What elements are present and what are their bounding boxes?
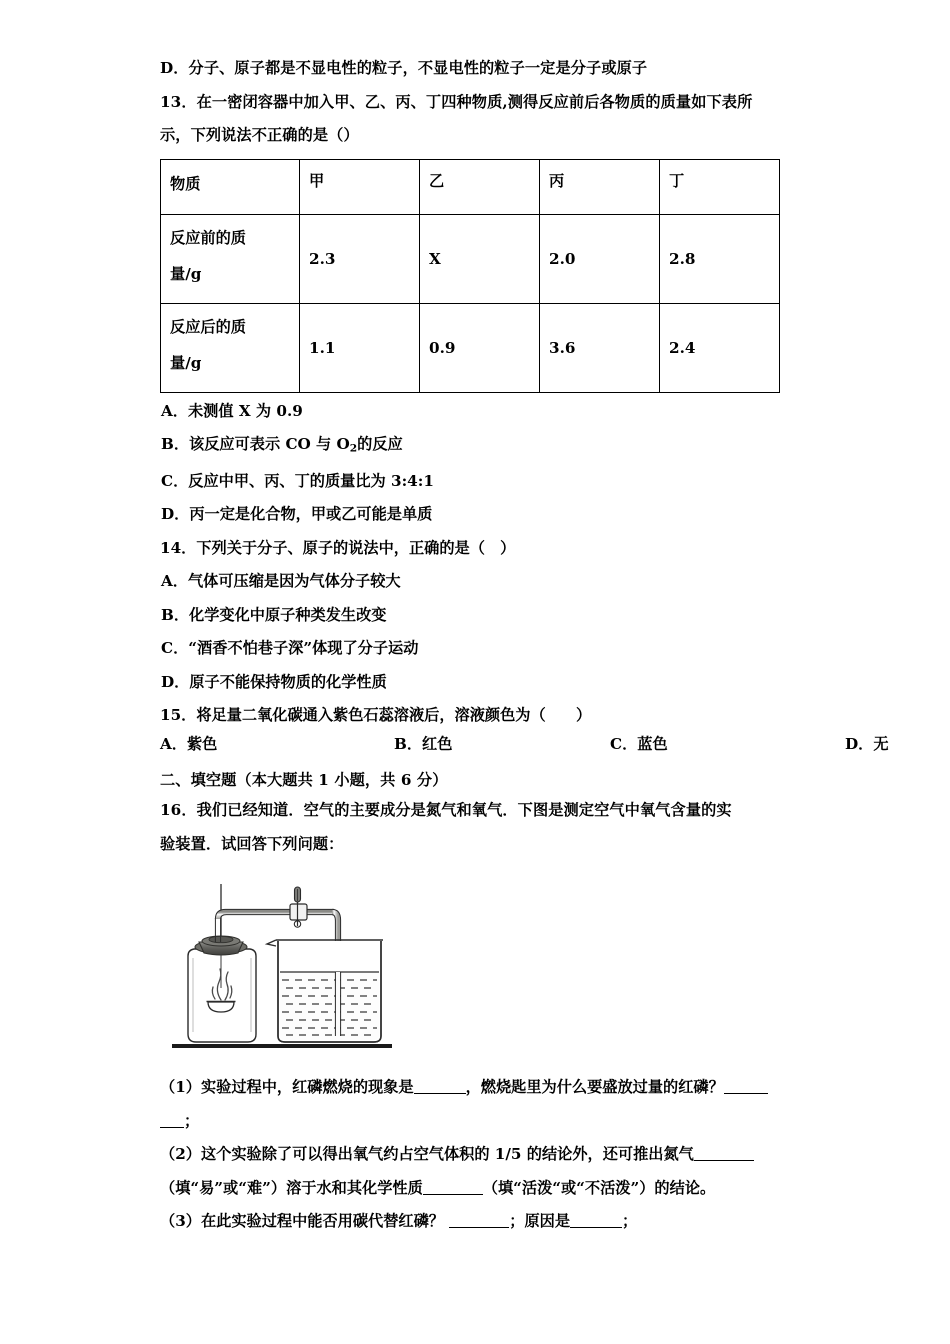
q16-part2-blank-1[interactable] bbox=[694, 1145, 754, 1161]
option-d-label: D． bbox=[161, 505, 190, 524]
q15-option-d-text: 无 bbox=[873, 734, 889, 753]
delivery-tube bbox=[218, 912, 334, 919]
cell-before-ding: 2.8 bbox=[660, 214, 780, 303]
q16-part1-text-b: ，燃烧匙里为什么要盛放过量的红磷？ bbox=[465, 1078, 724, 1097]
question-15-options-row bbox=[160, 733, 889, 767]
question-15-stem: 15．将足量二氧化碳通入紫色石蕊溶液后，溶液颜色为（ ） bbox=[160, 706, 592, 725]
previous-question-option-d: D．分子、原子都是不显电性的粒子，不显电性的粒子一定是分子或原子 bbox=[160, 59, 648, 77]
q16-part2-text-c: （填“活泼“或“不活泼”）的结论。 bbox=[482, 1178, 716, 1197]
question-14-option-c bbox=[160, 632, 800, 666]
option-b-text-after: 的反应 bbox=[357, 435, 403, 453]
row-label-before-line-1: 反应前的质 bbox=[170, 228, 246, 247]
question-16-part-2-continued bbox=[160, 1172, 800, 1206]
pinch-clamp bbox=[290, 887, 307, 927]
q16-part2-text-b: （填“易”或“难”）溶于水和其化学性质 bbox=[160, 1178, 423, 1197]
page-content bbox=[160, 52, 889, 1239]
oxygen-content-apparatus-figure bbox=[168, 876, 398, 1061]
cell-before-bing: 2.0 bbox=[540, 214, 660, 303]
option-b-text-before: 该反应可表示 CO 与 O bbox=[189, 435, 350, 453]
question-16-part-1-continued bbox=[160, 1105, 800, 1139]
question-14-stem: 14．下列关于分子、原子的说法中，正确的是（ ） bbox=[160, 538, 516, 557]
question-16-part-3 bbox=[160, 1205, 800, 1239]
question-13-option-d bbox=[160, 498, 800, 532]
q16-part2-text-a: （2）这个实验除了可以得出氧气约占空气体积的 1/5 的结论外，还可推出氮气 bbox=[160, 1145, 694, 1164]
section-two-heading: 二、填空题（本大题共 1 小题，共 6 分） bbox=[160, 771, 448, 790]
q15-option-c-label: C． bbox=[610, 734, 638, 753]
question-16-stem-line-2: 验装置．试回答下列问题： bbox=[160, 835, 344, 854]
q16-part3-blank-2[interactable] bbox=[570, 1212, 622, 1228]
option-c-label: C． bbox=[161, 471, 189, 490]
question-16-part-2 bbox=[160, 1138, 800, 1172]
q15-option-a-text: 紫色 bbox=[186, 734, 218, 753]
q14-option-b-text: 化学变化中原子种类发生改变 bbox=[189, 605, 387, 624]
q16-part1-blank-2[interactable] bbox=[724, 1078, 768, 1094]
table-header-ding: 丁 bbox=[660, 159, 780, 214]
q14-option-d-text: 原子不能保持物质的化学性质 bbox=[189, 672, 387, 691]
q14-option-b-label: B． bbox=[161, 605, 190, 624]
table-row-after-reaction bbox=[161, 303, 780, 392]
water bbox=[280, 972, 379, 1040]
question-13-option-b bbox=[160, 428, 800, 465]
mass-before-after-table bbox=[160, 159, 780, 393]
q15-option-a-label: A． bbox=[160, 734, 187, 753]
question-16-stem-line-1: 16．我们已经知道．空气的主要成分是氮气和氧气．下图是测定空气中氧气含量的实 bbox=[160, 801, 732, 820]
glass-flask bbox=[188, 949, 256, 1042]
row-label-mass-before bbox=[161, 214, 300, 303]
q14-option-a-label: A． bbox=[161, 572, 188, 591]
q15-option-c-text: 蓝色 bbox=[637, 734, 668, 753]
question-15-option-c bbox=[610, 733, 668, 754]
q16-part2-blank-2[interactable] bbox=[423, 1179, 483, 1195]
q16-part3-text-c: ； bbox=[622, 1212, 638, 1231]
option-a-text: 未测值 X 为 0.9 bbox=[187, 401, 303, 420]
q16-part3-blank-1[interactable] bbox=[449, 1212, 509, 1228]
table-header-row bbox=[161, 159, 780, 214]
table-row-before-reaction bbox=[161, 214, 780, 303]
q16-part1-blank-1[interactable] bbox=[414, 1078, 466, 1094]
q15-option-d-label: D． bbox=[845, 734, 874, 753]
question-13-option-a bbox=[160, 395, 800, 429]
row-label-mass-after bbox=[161, 303, 300, 392]
q15-option-b-text: 红色 bbox=[422, 734, 453, 753]
option-b-subscript: 2 bbox=[349, 441, 358, 455]
cell-before-jia: 2.3 bbox=[300, 214, 420, 303]
q16-part3-text-b: ；原因是 bbox=[509, 1212, 570, 1231]
option-c-text: 反应中甲、丙、丁的质量比为 3:4:1 bbox=[188, 471, 434, 490]
combustion-spoon bbox=[208, 1002, 234, 1012]
table-header-substance: 物质 bbox=[161, 159, 300, 214]
q16-part3-text-a: （3）在此实验过程中能否用碳代替红磷？ bbox=[160, 1212, 444, 1231]
beaker-spout bbox=[267, 940, 276, 946]
cell-after-bing: 3.6 bbox=[540, 303, 660, 392]
q14-option-a-text: 气体可压缩是因为气体分子较大 bbox=[187, 572, 401, 591]
cell-after-jia: 1.1 bbox=[300, 303, 420, 392]
question-14-option-b bbox=[160, 599, 800, 633]
q15-option-b-label: B． bbox=[394, 734, 423, 753]
question-15-option-b bbox=[394, 733, 452, 754]
cell-before-yi: X bbox=[420, 214, 540, 303]
table-header-yi: 乙 bbox=[420, 159, 540, 214]
question-14-option-a bbox=[160, 565, 800, 599]
option-b-label: B． bbox=[161, 435, 190, 453]
question-13-option-c bbox=[160, 465, 800, 499]
option-d-text: 丙一定是化合物，甲或乙可能是单质 bbox=[189, 505, 433, 524]
table-header-jia: 甲 bbox=[300, 159, 420, 214]
option-a-label: A． bbox=[161, 401, 188, 420]
row-label-after-line-1: 反应后的质 bbox=[170, 317, 246, 336]
q14-option-d-label: D． bbox=[161, 672, 190, 691]
q16-part1-blank-3[interactable] bbox=[160, 1112, 184, 1128]
question-13-stem-line-2: 示，下列说法不正确的是（） bbox=[160, 126, 359, 144]
row-label-after-line-2: 量/g bbox=[170, 353, 202, 372]
q16-part1-text-c: ； bbox=[184, 1111, 200, 1130]
q14-option-c-text: “酒香不怕巷子深”体现了分子运动 bbox=[188, 639, 419, 658]
cell-after-yi: 0.9 bbox=[420, 303, 540, 392]
question-14-option-d bbox=[160, 666, 800, 700]
q14-option-c-label: C． bbox=[161, 639, 189, 658]
question-15-option-d bbox=[845, 733, 889, 754]
question-15-option-a bbox=[160, 733, 217, 754]
question-16-part-1 bbox=[160, 1071, 800, 1105]
table-header-bing: 丙 bbox=[540, 159, 660, 214]
cell-after-ding: 2.4 bbox=[660, 303, 780, 392]
bench-surface bbox=[172, 1044, 392, 1048]
question-13-stem-line-1: 13．在一密闭容器中加入甲、乙、丙、丁四种物质,测得反应前后各物质的质量如下表所 bbox=[160, 92, 753, 111]
q16-part1-text-a: （1）实验过程中，红磷燃烧的现象是 bbox=[160, 1078, 414, 1097]
row-label-before-line-2: 量/g bbox=[170, 264, 202, 283]
